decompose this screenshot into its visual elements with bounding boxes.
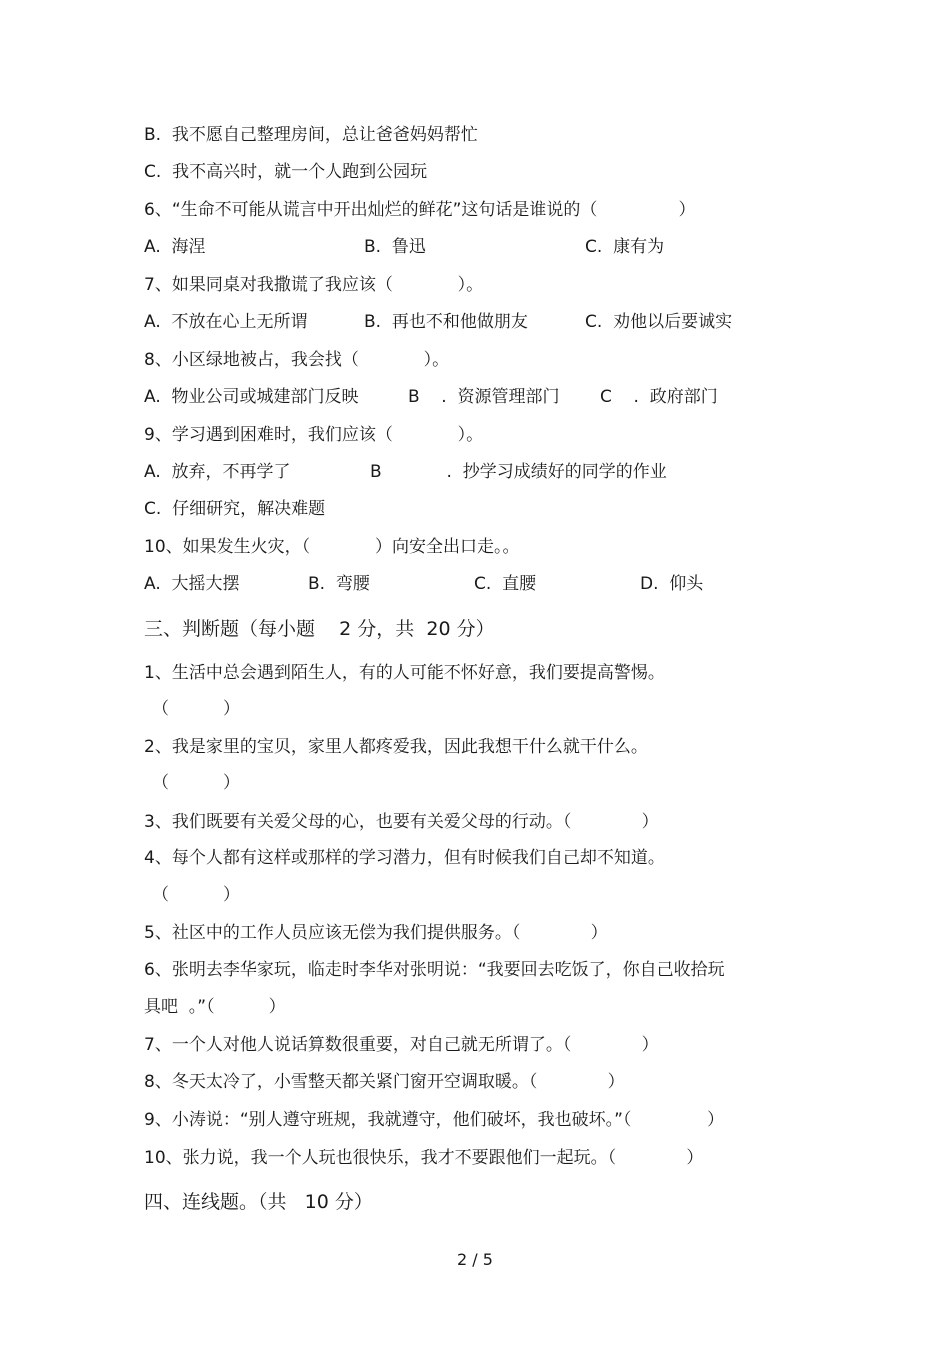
option-item: A. 大摇大摆	[144, 574, 240, 594]
option-item: A. 不放在心上无所谓	[144, 312, 308, 332]
option-item: B . 抄学习成绩好的同学的作业	[370, 462, 667, 482]
option-item: B. 鲁迅	[364, 237, 426, 257]
line-text: B. 我不愿自己整理房间，总让爸爸妈妈帮忙	[144, 125, 478, 145]
line-text: （ ）	[152, 699, 241, 719]
option-item: B. 再也不和他做朋友	[364, 312, 528, 332]
line-text: 8、小区绿地被占，我会找（ ）。	[144, 350, 450, 370]
line-text: 1、生活中总会遇到陌生人，有的人可能不怀好意，我们要提高警惕。	[144, 663, 665, 683]
line-text: 3、我们既要有关爱父母的心，也要有关爱父母的行动。（ ）	[144, 812, 659, 832]
line-text: 4、每个人都有这样或那样的学习潜力，但有时候我们自己却不知道。	[144, 848, 665, 868]
line-text: C. 仔细研究，解决难题	[144, 499, 326, 519]
line-text: （ ）	[152, 773, 241, 793]
section-heading-text: 三、判断题（每小题 2 分，共 20 分）	[144, 618, 495, 640]
line-text: 6、张明去李华家玩，临走时李华对张明说：“我要回去吃饭了，你自己收拾玩	[144, 960, 725, 980]
option-item: B. 弯腰	[308, 574, 370, 594]
option-item: C. 劝他以后要诚实	[585, 312, 733, 332]
option-item: C . 政府部门	[600, 387, 718, 407]
line-text: 具吧 。”（ ）	[144, 997, 286, 1017]
line-text: 7、如果同桌对我撒谎了我应该（ ）。	[144, 275, 484, 295]
option-item: A. 放弃，不再学了	[144, 462, 291, 482]
section-heading-text: 四、连线题。（共 10 分）	[144, 1191, 373, 1213]
line-text: 5、社区中的工作人员应该无偿为我们提供服务。（ ）	[144, 923, 608, 943]
line-text: 10、如果发生火灾，（ ）向安全出口走。。	[144, 537, 520, 557]
line-text: 6、“生命不可能从谎言中开出灿烂的鲜花”这句话是谁说的（ ）	[144, 200, 696, 220]
line-text: （ ）	[152, 885, 241, 905]
line-text: 2、我是家里的宝贝，家里人都疼爱我，因此我想干什么就干什么。	[144, 737, 648, 757]
line-text: 10、张力说，我一个人玩也很快乐，我才不要跟他们一起玩。（ ）	[144, 1148, 704, 1168]
line-text: 8、冬天太冷了，小雪整天都关紧门窗开空调取暖。（ ）	[144, 1072, 625, 1092]
line-text: 9、小涛说：“别人遵守班规，我就遵守，他们破坏，我也破坏。”（ ）	[144, 1110, 725, 1130]
line-text: 9、学习遇到困难时，我们应该（ ）。	[144, 425, 484, 445]
option-item: C. 康有为	[585, 237, 665, 257]
option-item: C. 直腰	[474, 574, 537, 594]
option-item: D. 仰头	[640, 574, 704, 594]
option-item: A. 海涅	[144, 237, 206, 257]
line-text: C. 我不高兴时，就一个人跑到公园玩	[144, 162, 428, 182]
option-item: A. 物业公司或城建部门反映	[144, 387, 359, 407]
page-number: 2 / 5	[457, 1250, 493, 1269]
option-item: B . 资源管理部门	[408, 387, 560, 407]
line-text: 7、一个人对他人说话算数很重要，对自己就无所谓了。（ ）	[144, 1035, 659, 1055]
